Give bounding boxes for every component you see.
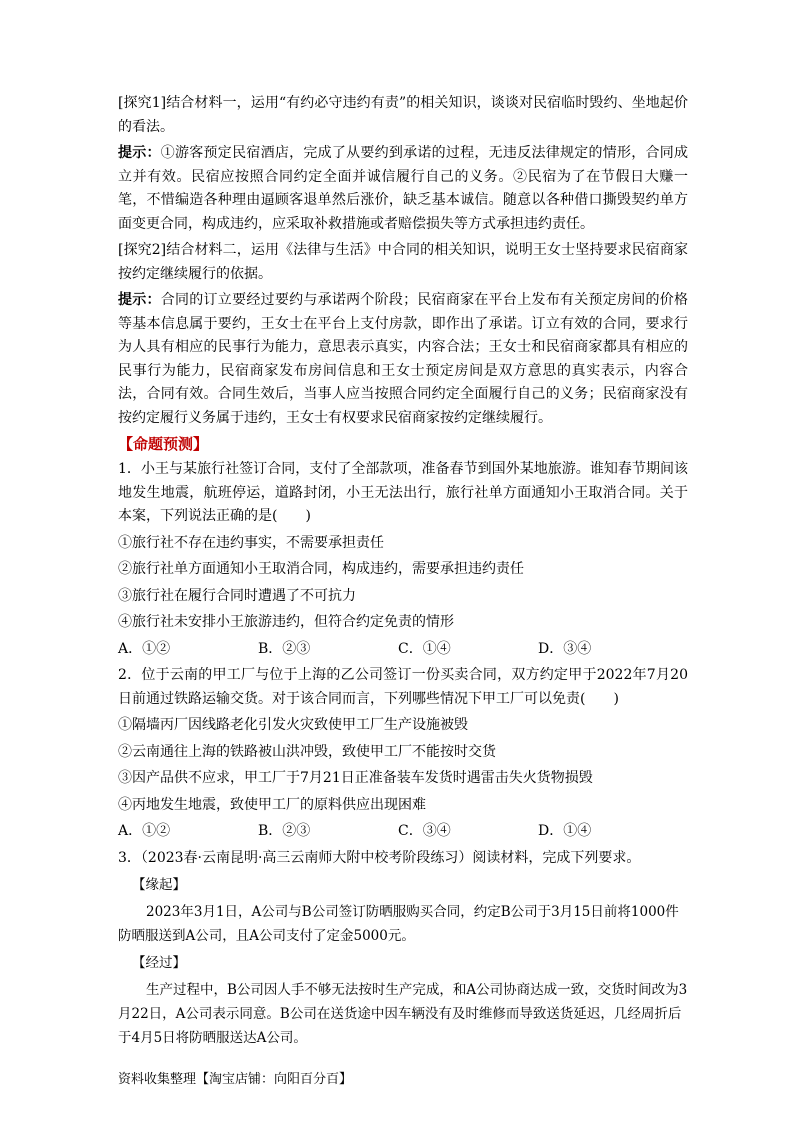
question-2-option: ①隔墙丙厂因线路老化引发火灾致使甲工厂生产设施被毁 [118, 717, 468, 733]
question-3-stem: 3．（2023春·云南昆明·高三云南师大附中校考阶段练习）阅读材料，完成下列要求。 [118, 849, 641, 866]
hint-label: 提示： [118, 292, 161, 308]
question-1-stem: 1．小王与某旅行社签订合同，支付了全部款项，准备春节到国外某地旅游。谁知春节期间该地发生地震，航班停运，道路封闭，小王无法出行，旅行社单方面通知小王取消合同。关于本案，下列说法正确的是( ) [118, 461, 688, 524]
explore-1-question: [探究1]结合材料一，运用“有约必守违约有责”的相关知识，谈谈对民宿临时毁约、坐地起价的看法。 [118, 95, 688, 135]
hint-text: 合同的订立要经过要约与承诺两个阶段；民宿商家在平台上发布有关预定房间的价格等基本信息属于要约，王女士在平台上支付房款，即作出了承诺。订立有效的合同，要求行为人具有相应的民事行为能力，意思表示真实，内容合法；王女士和民宿商家都具有相应的民事行为能力，民宿商家发布房间信息和王女士预定房间是双方意思的真实表示，内容合法，合同有效。合同生效后，当事人应当按照合同约定全面履行自己的义务；民宿商家没有按约定履行义务属于违约，王女士有权要求民宿商家按约定继续履行。 [118, 292, 689, 426]
question-2-option: ②云南通往上海的铁路被山洪冲毁，致使甲工厂不能按时交货 [118, 743, 496, 760]
choice-c: C．③④ [398, 823, 451, 839]
choice-b: B．②③ [258, 823, 311, 839]
choice-a: A．①② [118, 640, 171, 657]
hint-label: 提示： [118, 145, 161, 161]
page-footer: 资料收集整理【淘宝店铺：向阳百分百】 [118, 1072, 353, 1087]
explore-1-hint [118, 142, 688, 236]
question-2-stem: 2．位于云南的甲工厂与位于上海的乙公司签订一份买卖合同，双方约定甲于2022年7月20日前通过铁路运输交货。对于该合同而言，下列哪些情况下甲工厂可以免责( ) [118, 667, 688, 707]
question-1-option: ③旅行社在履行合同时遭遇了不可抗力 [118, 587, 356, 604]
origin-tag: 【缘起】 [132, 877, 186, 893]
question-2-choices [118, 820, 688, 844]
origin-text: 2023年3月1日，A公司与B公司签订防晒服购买合同，约定B公司于3月15日前将1000件防晒服送到A公司，且A公司支付了定金5000元。 [118, 904, 679, 944]
choice-d: D．①④ [538, 823, 592, 839]
choice-d: D．③④ [538, 640, 592, 657]
question-2-option: ③因产品供不应求，甲工厂于7月21日正准备装车发货时遇雷击失火货物损毁 [118, 770, 593, 786]
hint-text: ①游客预定民宿酒店，完成了从要约到承诺的过程，无违反法律规定的情形，合同成立并有效。民宿应按照合同约定全面并诚信履行自己的义务。②民宿为了在节假日大赚一笔，不惜编造各种理由逼顾客退单然后涨价，缺乏基本诚信。随意以各种借口撕毁契约单方面变更合同，构成违约，应采取补救措施或者赔偿损失等方式承担违约责任。 [118, 145, 689, 232]
process-text: 生产过程中，B公司因人手不够无法按时生产完成，和A公司协商达成一致，交货时间改为3月22日，A公司表示同意。B公司在送货途中因车辆没有及时维修而导致送货延迟，几经周折后于4月5日将防晒服送达A公司。 [118, 982, 688, 1046]
question-1-option: ①旅行社不存在违约事实，不需要承担责任 [118, 534, 384, 551]
explore-2-question: [探究2]结合材料二，运用《法律与生活》中合同的相关知识，说明王女士坚持要求民宿商家按约定继续履行的依据。 [118, 242, 688, 282]
question-1-choices [118, 638, 688, 662]
question-2-option: ④丙地发生地震，致使甲工厂的原料供应出现困难 [118, 796, 426, 813]
choice-a: A．①② [118, 823, 171, 839]
question-1-option: ④旅行社未安排小王旅游违约，但符合约定免责的情形 [118, 614, 454, 630]
choice-c: C．①④ [398, 640, 451, 657]
document-body [118, 92, 688, 1053]
process-tag: 【经过】 [132, 955, 186, 971]
question-1-option: ②旅行社单方面通知小王取消合同，构成违约，需要承担违约责任 [118, 561, 524, 577]
section-heading: 【命题预测】 [118, 435, 209, 453]
choice-b: B．②③ [258, 640, 311, 657]
explore-2-hint [118, 289, 688, 430]
